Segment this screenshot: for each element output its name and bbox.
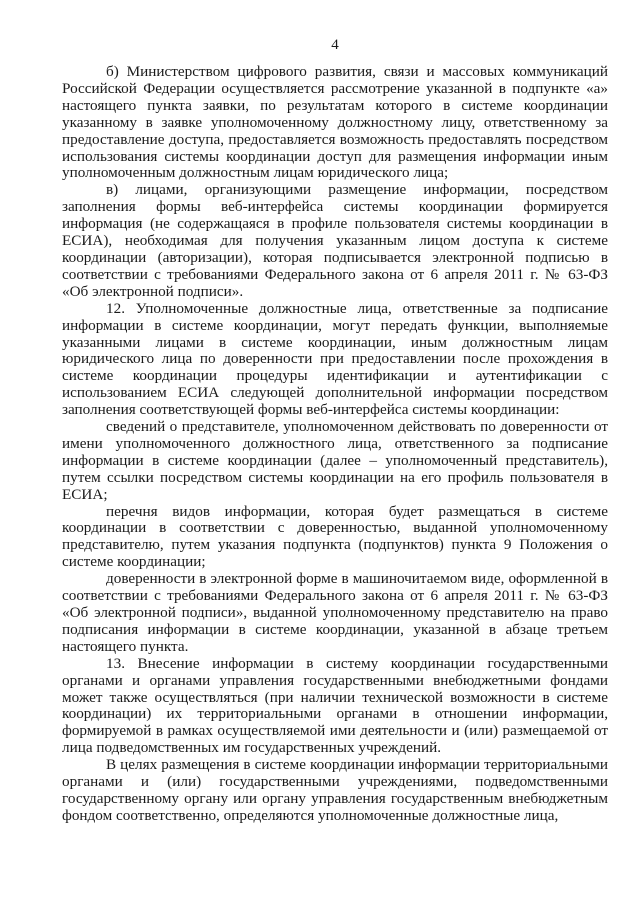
paragraph: б) Министерством цифрового развития, связи и массовых коммуникаций Российской Федерации осуществляется рассмотрение указанной в подпункте «а» настоящего пункта заявки, по результатам которого в системе координации указанному в заявке уполномоченному должностному лицу, ответственному за предоставление доступа, предоставляется возможность предоставлять посредством использования системы координации доступ для размещения информации иным уполномоченным должностным лицам юридического лица; [62,63,608,182]
paragraph: В целях размещения в системе координации информации территориальными органами и (или) государственными учреждениями, подведомственными государственному органу или органу управления государственным внебюджетным фондом соответственно, определяются уполномоченные должностные лица, [62,756,608,824]
paragraph: в) лицами, организующими размещение информации, посредством заполнения формы веб-интерфейса системы координации формируется информация (не содержащаяся в профиле пользователя системы координации в ЕСИА), необходимая для получения указанным лицом доступа к системе координации (авторизации), которая подписывается электронной подписью в соответствии с требованиями Федерального закона от 6 апреля 2011 г. № 63-ФЗ «Об электронной подписи». [62,181,608,300]
paragraph: 12. Уполномоченные должностные лица, ответственные за подписание информации в системе координации, могут передать функции, выполняемые указанными лицами в системе координации, иным должностным лицам юридического лица по доверенности при предоставлении после прохождения в системе координации процедуры идентификации и аутентификации с использованием ЕСИА следующей дополнительной информации посредством заполнения соответствующей формы веб-интерфейса системы координации: [62,299,608,419]
paragraph: доверенности в электронной форме в машиночитаемом виде, оформленной в соответствии с требованиями Федерального закона от 6 апреля 2011 г. № 63-ФЗ «Об электронной подписи», выданной уполномоченному представителю на право подписания информации в системе координации, указанной в абзаце третьем настоящего пункта. [62,570,608,655]
paragraph: перечня видов информации, которая будет размещаться в системе координации в соответствии с доверенностью, выданной уполномоченному представителю, путем указания подпункта (подпунктов) пункта 9 Положения о системе координации; [62,502,608,571]
paragraph: сведений о представителе, уполномоченном действовать по доверенности от имени уполномоченного должностного лица, ответственного за подписание информации в системе координации (далее – уполномоченный представитель), путем ссылки посредством системы координации на его профиль пользователя в ЕСИА; [62,418,608,503]
paragraph: 13. Внесение информации в систему координации государственными органами и органами управления государственными внебюджетными фондами может также осуществляться (при наличии технической возможности в системе координации) их территориальными органами в отношении информации, формируемой в рамках осуществляемой ими деятельности и (или) размещаемой от лица подведомственных им государственных учреждений. [62,654,608,757]
document-body [62,64,608,825]
page-number: 4 [331,37,339,53]
